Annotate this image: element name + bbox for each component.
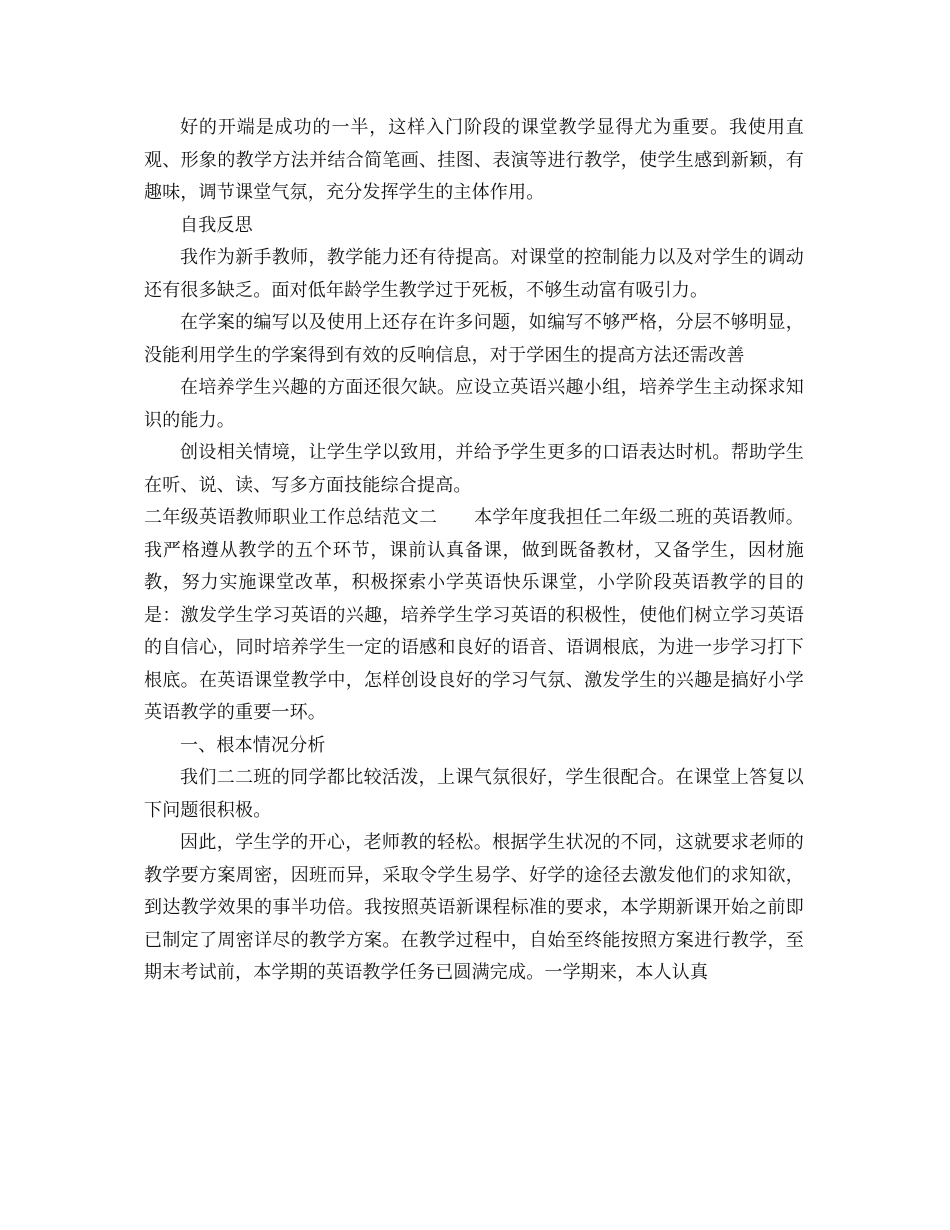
paragraph-reflection-interest: 在培养学生兴趣的方面还很欠缺。应设立英语兴趣小组，培养学生主动探求知识的能力。 [144,377,804,431]
paragraph-class-atmosphere: 我们二二班的同学都比较活泼，上课气氛很好，学生很配合。在课堂上答复以下问题很积极。 [144,767,804,821]
paragraph-opening: 好的开端是成功的一半，这样入门阶段的课堂教学显得尤为重要。我使用直观、形象的教学方法并结合简笔画、挂图、表演等进行教学，使学生感到新颖，有趣味，调节课堂气氛，充分发挥学生的主体作用。 [144,117,804,203]
paragraph-reflection-study-plan: 在学案的编写以及使用上还存在许多问题，如编写不够严格，分层不够明显，没能利用学生的学案得到有效的反响信息，对于学困生的提高方法还需改善 [144,312,804,366]
paragraph-sample-two-intro: 二年级英语教师职业工作总结范文二 本学年度我担任二年级二班的英语教师。我严格遵从教学的五个环节，课前认真备课，做到既备教材，又备学生，因材施教，努力实施课堂改革，积极探索小学英语快乐课堂，小学阶段英语教学的目的是：激发学生学习英语的兴趣，培养学生学习英语的积极性，使他们树立学习英语的自信心，同时培养学生一定的语感和良好的语音、语调根底，为进一步学习打下根底。在英语课堂教学中，怎样创设良好的学习气氛、激发学生的兴趣是搞好小学英语教学的重要一环。 [144,507,804,723]
document-body [144,112,804,990]
section-heading-basic-analysis: 一、根本情况分析 [180,734,326,756]
paragraph-reflection-situations: 创设相关情境，让学生学以致用，并给予学生更多的口语表达时机。帮助学生在听、说、读、写多方面技能综合提高。 [144,442,804,496]
paragraph-reflection-ability: 我作为新手教师，教学能力还有待提高。对课堂的控制能力以及对学生的调动还有很多缺乏。面对低年龄学生教学过于死板，不够生动富有吸引力。 [144,247,804,301]
section-heading-self-reflection: 自我反思 [180,214,253,236]
paragraph-teaching-plan: 因此，学生学的开心，老师教的轻松。根据学生状况的不同，这就要求老师的教学要方案周密，因班而异，采取令学生易学、好学的途径去激发他们的求知欲，到达教学效果的事半功倍。我按照英语新课程标准的要求，本学期新课开始之前即已制定了周密详尽的教学方案。在教学过程中，自始至终能按照方案进行教学，至期末考试前，本学期的英语教学任务已圆满完成。一学期来，本人认真 [144,832,804,983]
